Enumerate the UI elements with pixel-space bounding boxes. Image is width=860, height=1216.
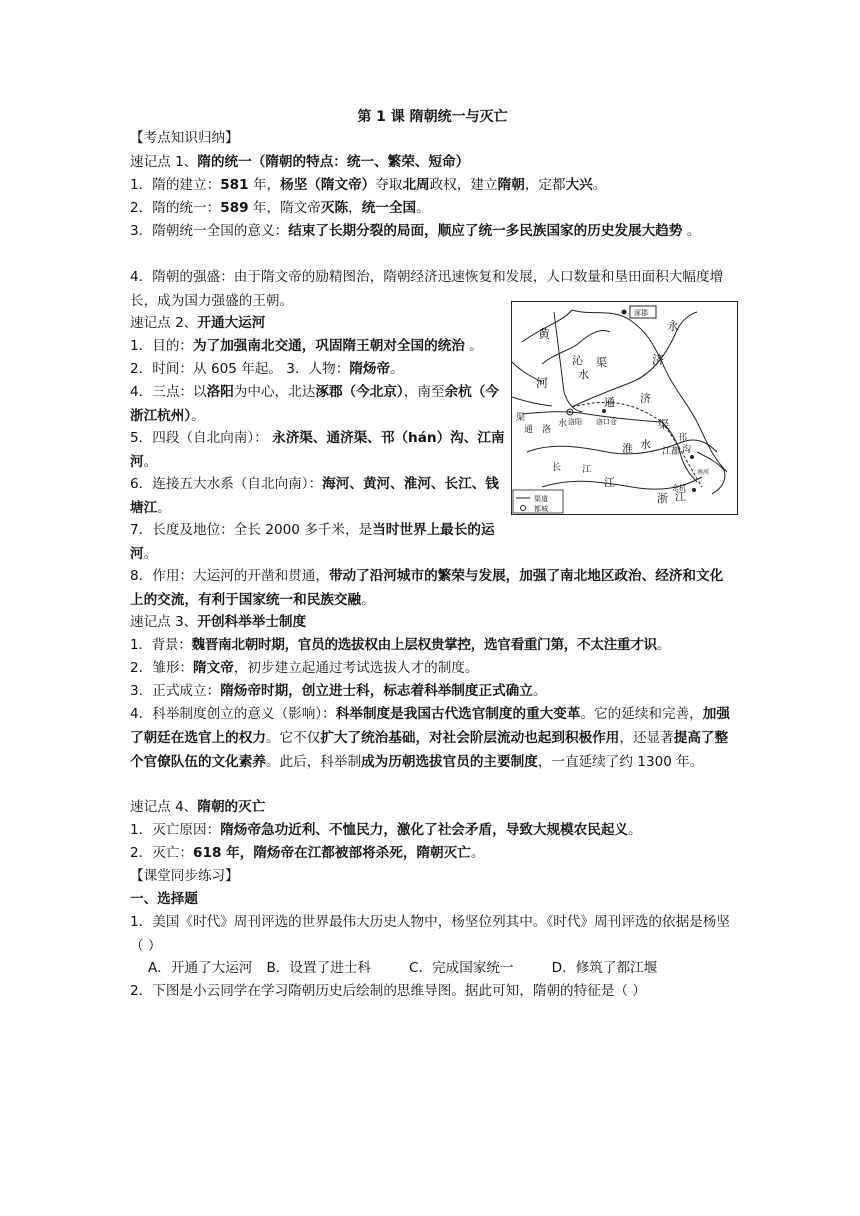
svg-text:都城: 都城 <box>534 505 548 513</box>
map-label-jiangdu: 江都 <box>662 447 681 457</box>
option-b[interactable]: B．设置了进士科 <box>266 960 371 976</box>
map-label-qu2: 渠 <box>658 418 669 431</box>
map-label-luoyang: 洛阳 <box>568 418 582 426</box>
map-label-chang: 长 <box>552 463 562 473</box>
map-label-huang: 黄 <box>538 327 551 341</box>
map-label-tong: 通 <box>604 396 615 409</box>
map-label-qu3: 渠 <box>516 413 526 423</box>
point2-line6: 7．长度及地位：全长 2000 多千米，是当时世界上最长的运河。 <box>130 522 495 562</box>
point1-line1: 1．隋的建立：581 年，杨坚（隋文帝）夺取北周政权，建立隋朝，定都大兴。 <box>130 177 607 193</box>
section-knowledge: 【考点知识归纳】 <box>130 130 239 146</box>
point3-line1: 1．背景：魏晋南北朝时期，官员的选拔权由上层权贵掌控，选官看重门第，不太注重才识。 <box>130 637 671 653</box>
map-label-shui: 水 <box>578 368 589 381</box>
map-label-jiangnan: 南河 <box>697 469 710 476</box>
map-label-jiang3: 江 <box>675 490 686 503</box>
section-choice: 一、选择题 <box>130 891 198 907</box>
question-1-stem: 1．美国《时代》周刊评选的世界最伟大历史人物中，杨坚位列其中。《时代》周刊评选的依据是杨坚（ ） <box>130 914 730 954</box>
map-label-yuhang: 余杭 <box>672 484 686 492</box>
question-1-options <box>148 956 657 980</box>
point4-heading: 速记点 4、隋朝的灭亡 <box>130 799 266 815</box>
option-d[interactable]: D．修筑了都江堰 <box>551 960 658 976</box>
question-2-stem: 2．下图是小云同学在学习隋朝历史后绘制的思维导图。据此可知，隋朝的特征是（ ） <box>130 983 646 999</box>
point1-heading: 速记点 1、隋的统一（隋朝的特点：统一、繁荣、短命） <box>130 154 470 170</box>
map-label-huai: 淮 <box>622 442 633 455</box>
map-label-qu1: 渠 <box>596 356 607 369</box>
point3-line2: 2．雏形：隋文帝，初步建立起通过考试选拔人才的制度。 <box>130 660 479 676</box>
point1-line3: 3．隋朝统一全国的意义：结束了长期分裂的局面，顺应了统一多民族国家的历史发展大趋势 。 <box>130 223 701 239</box>
point3-line4: 4．科举制度创立的意义（影响）：科举制度是我国古代选官制度的重大变革。它的延续和完善，加强了朝廷在选官上的权力。它不仅扩大了统治基础，对社会阶层流动也起到积极作用，还显著提高了整个官僚队伍的文化素养。此后，科举制成为历朝选拔官员的主要制度，一直延续了约 1300 年。 <box>130 706 730 770</box>
point2-line5: 6．连接五大水系（自北向南）：海河、黄河、淮河、长江、钱塘江。 <box>130 476 499 516</box>
map-label-shui3: 水 <box>640 438 651 451</box>
point2-line2: 2．时间：从 605 年起。 3．人物：隋炀帝。 <box>130 361 404 377</box>
map-label-luo: 洛 <box>542 425 552 435</box>
map-label-shui2: 水 <box>558 419 568 429</box>
point2-line3: 4．三点：以洛阳为中心，北达涿郡（今北京），南至余杭（今浙江杭州）。 <box>130 384 499 424</box>
map-label-ji2: 济 <box>640 392 651 405</box>
map-label-yong: 永 <box>667 319 680 333</box>
point2-line1: 1．目的：为了加强南北交通，巩固隋王朝对全国的统治 。 <box>130 338 483 354</box>
point2-line7: 8．作用：大运河的开凿和贯通，带动了沿河城市的繁荣与发展，加强了南北地区政治、经济和文化上的交流，有利于国家统一和民族交融。 <box>130 568 724 608</box>
point1-line2: 2．隋的统一：589 年，隋文帝灭陈，统一全国。 <box>130 200 430 216</box>
point2-heading: 速记点 2、开通大运河 <box>130 315 266 331</box>
map-label-gou: 沟 <box>682 445 692 455</box>
map-label-luokou: 洛口仓 <box>596 418 617 426</box>
grand-canal-map <box>511 301 738 515</box>
map-label-han: 邗 <box>678 433 688 443</box>
point4-line2: 2．灭亡：618 年，隋炀帝在江都被部将杀死，隋朝灭亡。 <box>130 845 485 861</box>
map-label-jiang: 江 <box>604 476 615 489</box>
point2-line4: 5．四段（自北向南）： 永济渠、通济渠、邗（hán）沟、江南河。 <box>130 430 505 470</box>
map-label-ji: 济 <box>652 353 665 367</box>
map-label-qin: 沁 <box>572 354 583 367</box>
map-legend <box>513 490 563 513</box>
lesson-title: 第 1 课 隋朝统一与灭亡 <box>357 109 508 125</box>
point1-line4: 4．隋朝的强盛：由于隋文帝的励精图治，隋朝经济迅速恢复和发展，人口数量和垦田面积大幅度增长，成为国力强盛的王朝。 <box>130 269 724 309</box>
option-c[interactable]: C．完成国家统一 <box>408 960 514 976</box>
point3-heading: 速记点 3、开创科举举士制度 <box>130 614 307 630</box>
option-a[interactable]: A．开通了大运河 <box>148 960 253 976</box>
map-label-tong2: 通 <box>524 425 534 435</box>
map-label-he: 河 <box>536 376 549 390</box>
point4-line1: 1．灭亡原因：隋炀帝急功近利、不恤民力，激化了社会矛盾，导致大规模农民起义。 <box>130 822 642 838</box>
svg-text:渠道: 渠道 <box>534 495 548 503</box>
map-label-jiang2: 江 <box>582 465 592 475</box>
point3-line3: 3．正式成立：隋炀帝时期，创立进士科，标志着科举制度正式确立。 <box>130 683 547 699</box>
map-label-zhe: 浙 <box>657 492 668 505</box>
map-label-zhuojun: 涿郡 <box>634 309 648 317</box>
section-practice: 【课堂同步练习】 <box>130 868 239 884</box>
